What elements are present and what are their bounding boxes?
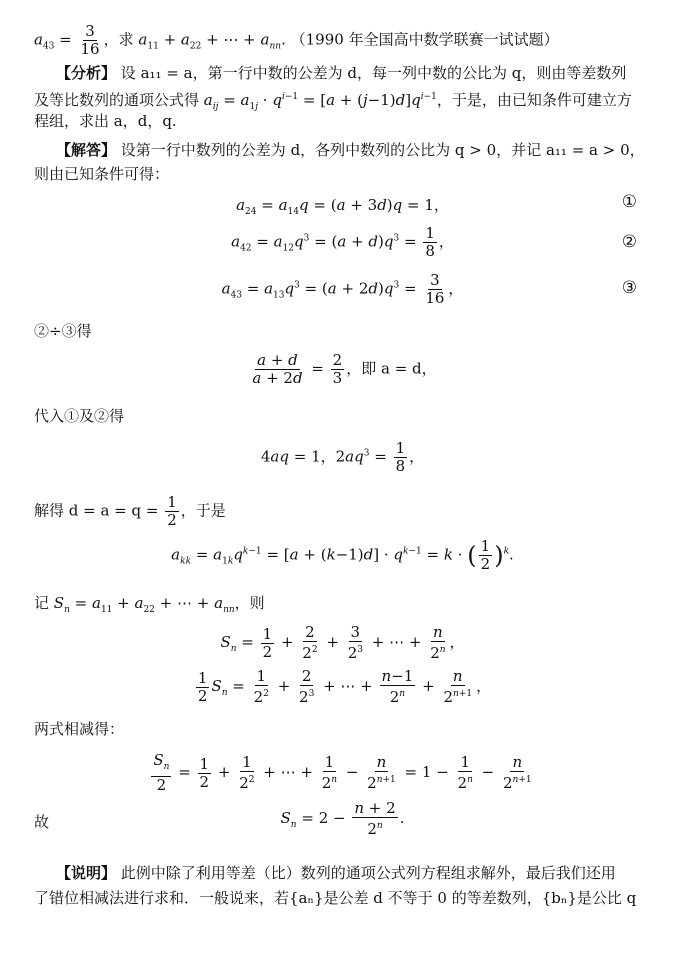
solution-line-2: 则由已知条件可得： — [34, 165, 170, 183]
result-equation: $S_n = 2$ − $\frac{n + 2}{2^n}$ . — [280, 799, 405, 838]
substitute-text: 代入①及②得 — [34, 407, 125, 425]
equation-1-label: ① — [621, 192, 637, 212]
subtract-text: 两式相减得： — [34, 720, 125, 738]
analysis-line-1: 【分析】 设 a₁₁ = a，第一行中数的公差为 d，每一列中数的公比为 q，则由等差数列 — [56, 64, 627, 82]
general-term-equation: $a_{kk} = a_{1k}q^{k-1} = [a + (k-1)d] \cdot q^{k-1} = k$ · ( $\frac{1}{2}$ )$^k$. — [171, 537, 514, 573]
analysis-line-2: 及等比数列的通项公式得 $a_{ij} = a_{1j} \cdot q^{i-1} = [a + (j-1)d]q^{i-1}$，于是，由已知条件可建立方 — [34, 91, 632, 112]
divide-text: ②÷③得 — [34, 322, 92, 340]
system-equation: 4aq = 1，$2aq^3$ = $\frac{1}{8}$ ， — [260, 439, 425, 475]
define-sum-line: 记 $S_n = a_{11} + a_{22}$ + ⋯ + $a_{nn}$，则 — [34, 594, 265, 615]
solution-tag: 【解答】 — [56, 141, 117, 159]
ratio-equation: $\frac{a + d}{a + 2d}$ = $\frac{2}{3}$ ，即 a = d， — [252, 351, 437, 387]
solve-line: 解得 d = a = q = $\frac{1}{2}$ ，于是 — [34, 493, 226, 529]
problem-tail: $a_{43}$ = $\frac{3}{16}$ ，求 $a_{11} + a_{22}$ + ⋯ + $a_{nn}$. （1990 年全国高中数学联赛一试试题） — [34, 22, 559, 58]
analysis-line-3: 程组，求出 a，d，q. — [34, 112, 177, 130]
difference-equation: $\frac{S_n}{2}$ = $\frac{1}{2}$ + $\frac{1}{2^2}$ + ⋯ + $\frac{1}{2^n}$ − $\frac{n}{2^{n+1}}$ = 1 − $\frac{1}{2^n}$ − $\frac{n}{2^{n+1}}$ — [153, 751, 532, 794]
remark-line-1: 【说明】 此例中除了利用等差（比）数列的通项公式列方程组求解外，最后我们还用 — [56, 864, 616, 882]
equation-3: $a_{43} = a_{13}q^3 = (a + 2d)q^3$ = $\frac{3}{16}$ ， — [221, 271, 464, 307]
equation-3-label: ③ — [621, 278, 637, 298]
source-note: （1990 年全国高中数学联赛一试试题） — [290, 30, 559, 49]
remark-line-2: 了错位相减法进行求和．一般说来，若{aₙ}是公差 d 不等于 0 的等差数列，{bₙ}是公比 q — [34, 889, 637, 907]
equation-2: $a_{42} = a_{12}q^3 = (a + d)q^3$ = $\frac{1}{8}$ ， — [231, 224, 454, 260]
equation-1: $a_{24} = a_{14}q = (a + 3d)q = 1$， — [236, 196, 449, 217]
analysis-tag: 【分析】 — [56, 64, 117, 82]
remark-tag: 【说明】 — [56, 864, 117, 882]
sum-equation: $S_n$ = $\frac{1}{2}$ + $\frac{2}{2^2}$ + $\frac{3}{2^3}$ + ⋯ + $\frac{n}{2^n}$ ， — [220, 623, 465, 662]
half-sum-equation: $\frac{1}{2}$ $S_n$ = $\frac{1}{2^2}$ + $\frac{2}{2^3}$ + ⋯ + $\frac{n-1}{2^n}$ + $\frac{n}{2^{n+1}}$ ， — [197, 667, 492, 706]
therefore-text: 故 — [34, 813, 50, 831]
solution-line-1: 【解答】 设第一行中数列的公差为 d，各列中数列的公比为 q > 0，并记 a₁₁ = a > 0， — [56, 141, 645, 159]
equation-2-label: ② — [621, 232, 637, 252]
